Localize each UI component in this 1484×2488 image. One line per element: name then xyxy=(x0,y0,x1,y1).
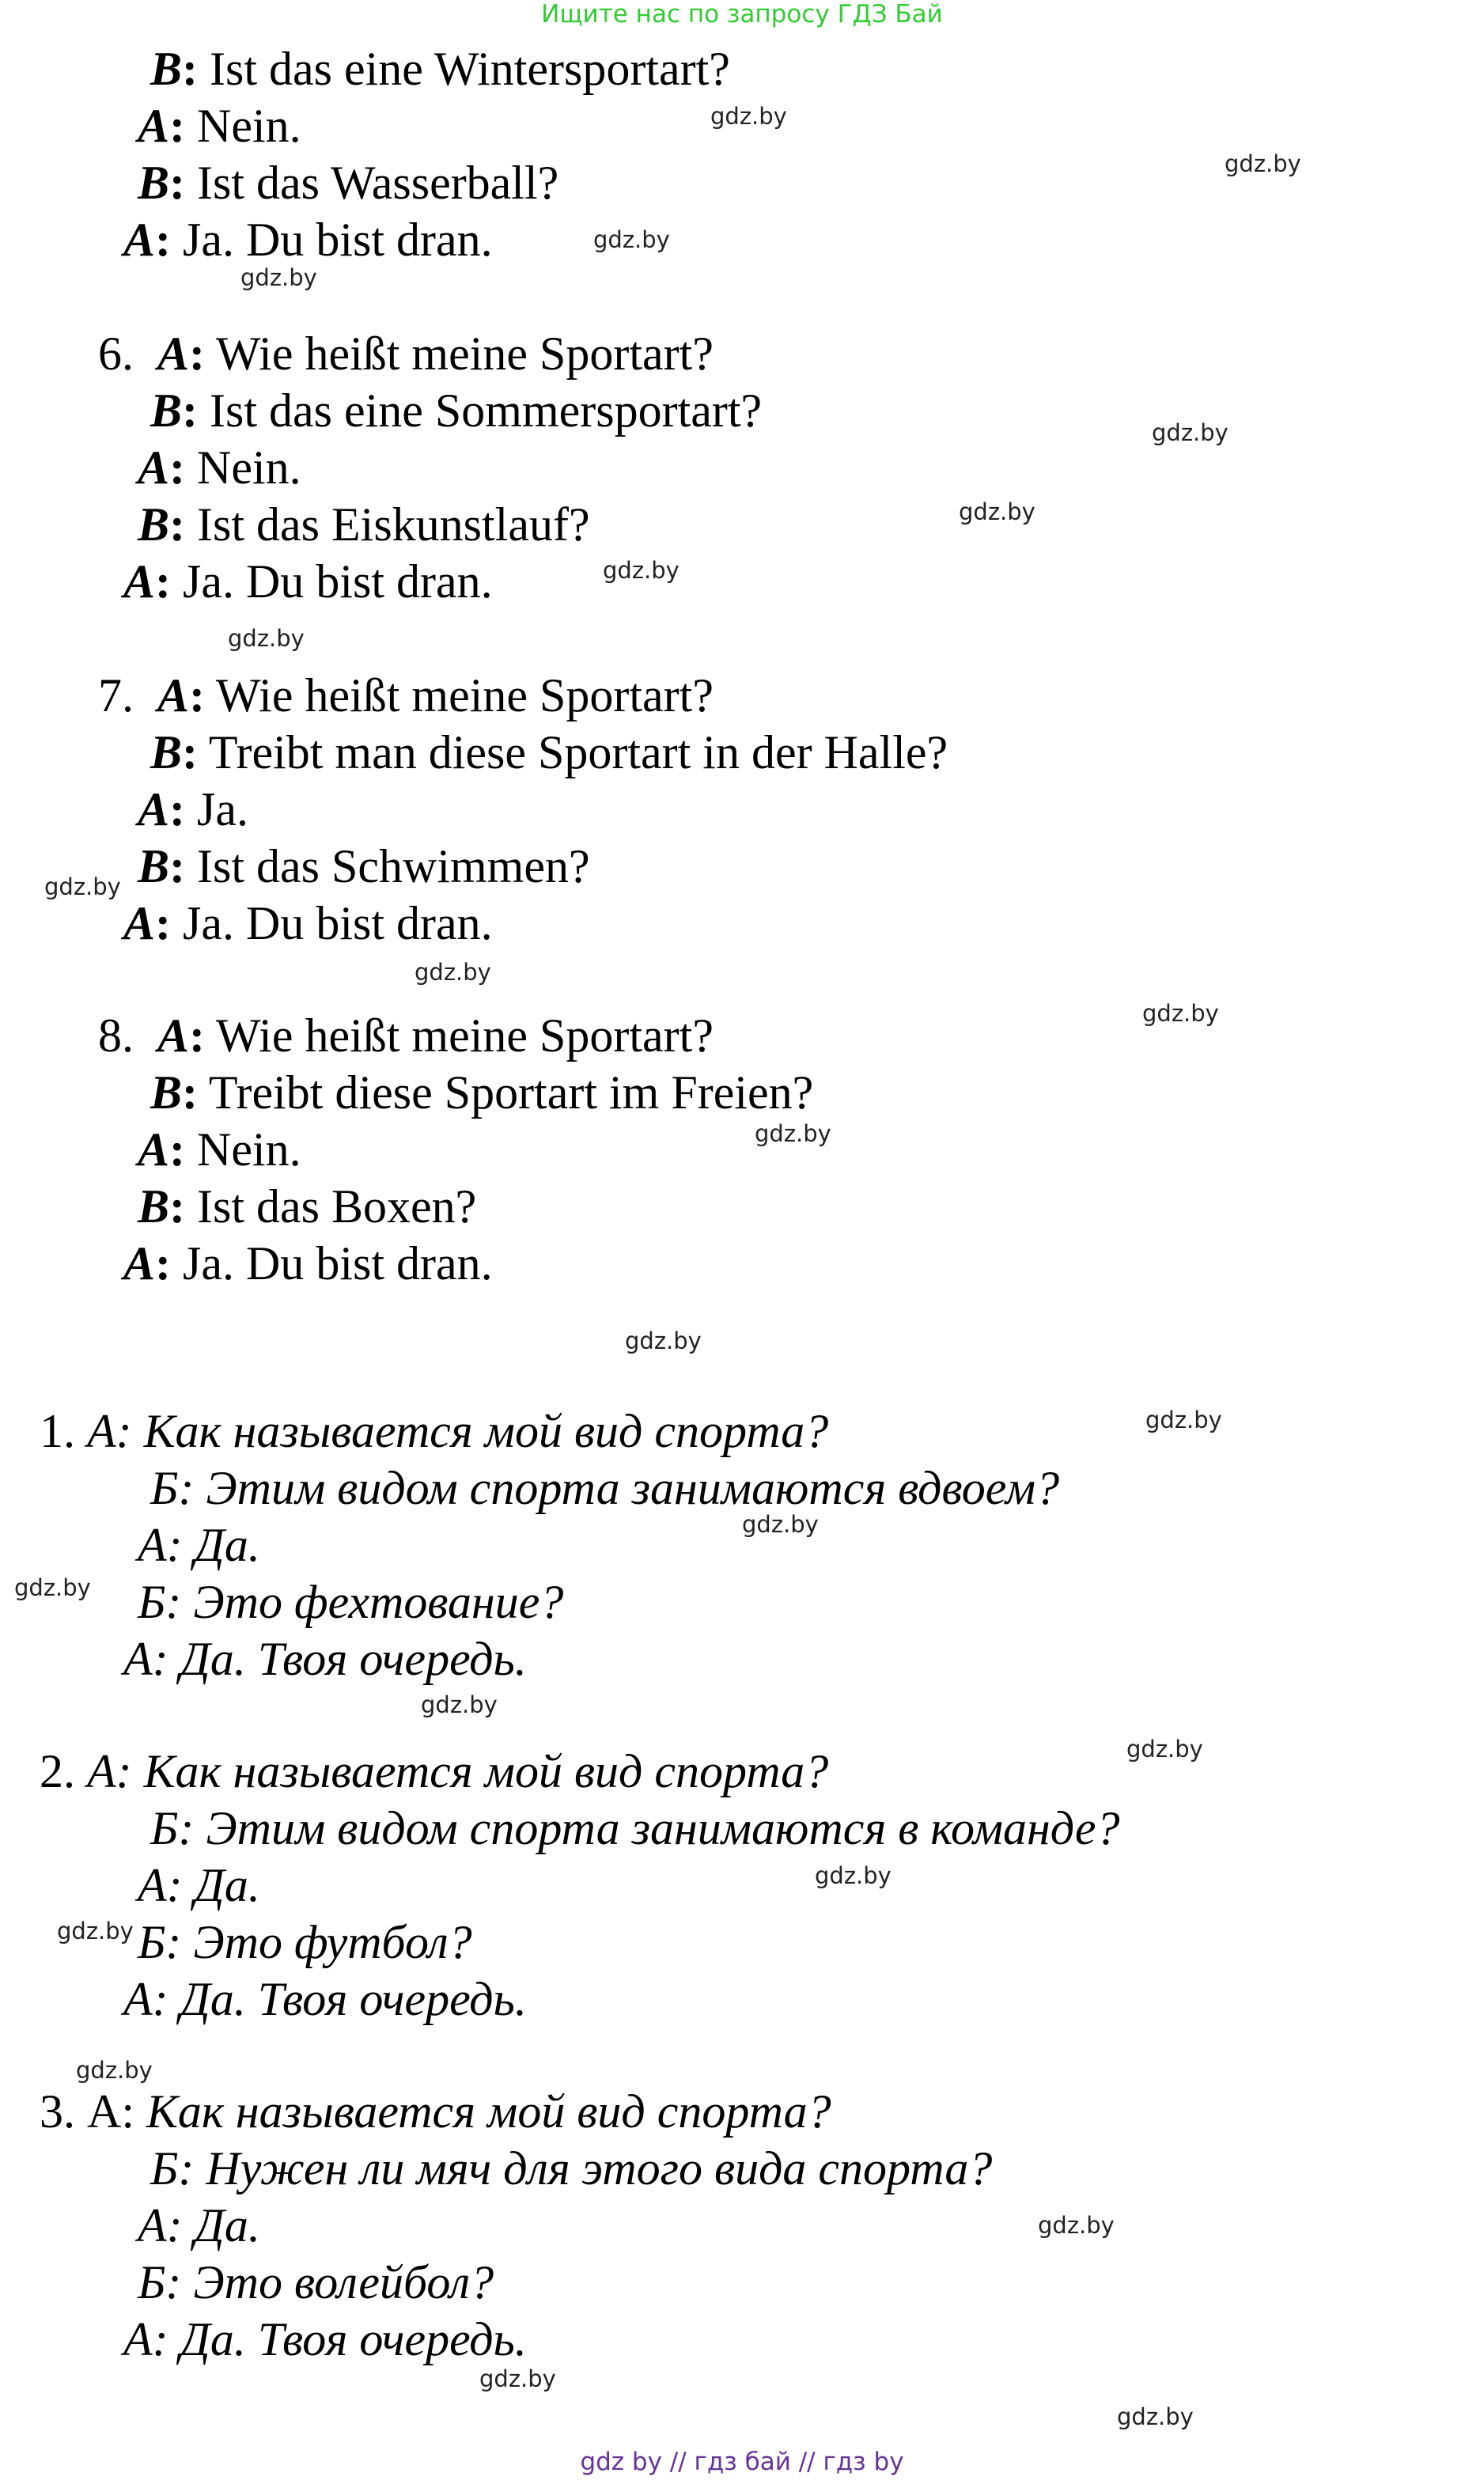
line-text: Нужен ли мяч для этого вида спорта? xyxy=(194,2142,993,2195)
speaker-label: A xyxy=(138,1123,170,1176)
translation-line xyxy=(150,2141,992,2196)
watermark: gdz.by xyxy=(415,959,491,986)
translation-line xyxy=(123,1631,527,1687)
dialogue-line: B: Ist das Schwimmen? xyxy=(138,840,590,892)
translation-line xyxy=(138,1574,563,1630)
watermark: gdz.by xyxy=(1126,1736,1203,1763)
speaker-label: A xyxy=(157,1009,190,1062)
line-text: Ist das Boxen? xyxy=(185,1180,477,1233)
dialogue-line: 7. A: Wie heißt meine Sportart? xyxy=(98,669,714,721)
speaker-label: Б: xyxy=(138,1576,182,1628)
line-number: 1. xyxy=(40,1405,87,1457)
line-number: 7. xyxy=(98,669,134,721)
watermark: gdz.by xyxy=(742,1511,819,1538)
speaker-label: А: xyxy=(123,2313,168,2365)
translation-line xyxy=(123,1971,527,2027)
line-text: Это футбол? xyxy=(181,1916,472,1968)
line-text: Да. xyxy=(182,2199,260,2251)
watermark: gdz.by xyxy=(1142,1000,1219,1027)
translation-line xyxy=(150,1460,1059,1516)
page-header-banner: Ищите нас по запросу ГДЗ Бай xyxy=(541,0,943,28)
speaker-label: Б: xyxy=(138,1916,182,1968)
dialogue-line: A: Nein. xyxy=(138,1123,301,1176)
dialogue-line: B: Treibt diese Sportart im Freien? xyxy=(150,1066,814,1119)
dialogue-line: B: Ist das Boxen? xyxy=(138,1180,477,1233)
line-text: Ja. Du bist dran. xyxy=(171,214,493,266)
watermark: gdz.by xyxy=(1152,419,1228,446)
line-text: Это волейбол? xyxy=(181,2256,494,2308)
line-text: Ist das eine Sommersportart? xyxy=(198,384,763,437)
dialogue-line: A: Nein. xyxy=(138,100,301,152)
dialogue-line: 6. A: Wie heißt meine Sportart? xyxy=(98,328,714,380)
translation-line xyxy=(138,1517,260,1573)
speaker-label: B xyxy=(138,840,170,892)
line-number: 6. xyxy=(98,328,134,380)
watermark: gdz.by xyxy=(1038,2212,1115,2239)
watermark: gdz.by xyxy=(14,1574,91,1601)
line-text: Ja. Du bist dran. xyxy=(171,1237,493,1289)
translation-line xyxy=(40,1403,828,1459)
speaker-label: A xyxy=(138,783,170,835)
speaker-label: А: xyxy=(138,2199,183,2251)
speaker-label: A xyxy=(157,328,190,380)
translation-line xyxy=(150,1801,1120,1856)
watermark: gdz.by xyxy=(815,1862,892,1889)
line-text: Этим видом спорта занимаются в команде? xyxy=(194,1802,1120,1854)
line-text: Да. xyxy=(182,1519,260,1571)
speaker-label: А: xyxy=(138,1859,183,1911)
speaker-label: A xyxy=(157,669,190,721)
line-text: Ja. Du bist dran. xyxy=(171,897,493,949)
watermark: gdz.by xyxy=(593,226,670,253)
translation-line xyxy=(138,2198,260,2253)
dialogue-line: A: Ja. Du bist dran. xyxy=(123,897,493,949)
speaker-label: Б: xyxy=(150,1462,195,1514)
watermark: gdz.by xyxy=(1225,150,1301,177)
watermark: gdz.by xyxy=(959,498,1035,525)
speaker-label: B xyxy=(150,43,183,95)
speaker-label: А: xyxy=(87,1405,132,1457)
speaker-label: А: xyxy=(87,2085,134,2138)
speaker-label: A xyxy=(123,897,156,949)
speaker-label: А: xyxy=(123,1973,168,2025)
line-text: Nein. xyxy=(185,100,301,152)
watermark: gdz.by xyxy=(710,103,787,130)
dialogue-line: B: Ist das Eiskunstlauf? xyxy=(138,498,590,551)
speaker-label: Б: xyxy=(150,2142,195,2195)
watermark: gdz.by xyxy=(240,264,317,291)
speaker-label: A xyxy=(138,100,170,152)
dialogue-line: B: Treibt man diese Sportart in der Halle? xyxy=(150,726,948,778)
watermark: gdz.by xyxy=(57,1918,134,1945)
watermark: gdz.by xyxy=(76,2057,153,2084)
line-text: Как называется мой вид спорта? xyxy=(131,1405,829,1457)
translation-line xyxy=(138,1857,260,1913)
line-text: Ja. xyxy=(185,783,248,835)
dialogue-line: A: Ja. xyxy=(138,783,248,835)
dialogue-line: A: Nein. xyxy=(138,441,301,494)
page-footer-banner: gdz by // гдз бай // гдз by xyxy=(580,2448,904,2476)
line-text: Ist das Eiskunstlauf? xyxy=(185,498,590,551)
line-text: Ist das eine Wintersportart? xyxy=(198,43,730,95)
speaker-label: Б: xyxy=(150,1802,195,1854)
translation-line xyxy=(138,1914,472,1970)
dialogue-line: B: Ist das Wasserball? xyxy=(138,157,559,209)
line-text: Ist das Schwimmen? xyxy=(185,840,590,892)
line-text: Этим видом спорта занимаются вдвоем? xyxy=(194,1462,1060,1514)
line-text: Nein. xyxy=(185,441,301,494)
speaker-label: B xyxy=(150,726,183,778)
line-text: Как называется мой вид спорта? xyxy=(134,2085,831,2138)
translation-line xyxy=(123,2312,527,2367)
dialogue-line: B: Ist das eine Wintersportart? xyxy=(150,43,730,95)
line-text: Wie heißt meine Sportart? xyxy=(205,1009,714,1062)
dialogue-line: A: Ja. Du bist dran. xyxy=(123,214,493,266)
speaker-label: А: xyxy=(138,1519,183,1571)
translation-line xyxy=(138,2255,494,2310)
speaker-label: А: xyxy=(123,1633,168,1685)
watermark: gdz.by xyxy=(625,1327,702,1354)
watermark: gdz.by xyxy=(44,873,121,900)
translation-line xyxy=(40,1744,828,1799)
line-number: 2. xyxy=(40,1745,87,1797)
line-number: 8. xyxy=(98,1009,134,1062)
speaker-label: B xyxy=(138,1180,170,1233)
speaker-label: A xyxy=(123,1237,156,1289)
line-text: Ja. Du bist dran. xyxy=(171,555,493,608)
line-text: Wie heißt meine Sportart? xyxy=(205,328,714,380)
watermark: gdz.by xyxy=(1117,2403,1194,2430)
line-text: Да. Твоя очередь. xyxy=(168,1973,527,2025)
speaker-label: B xyxy=(150,1066,183,1119)
speaker-label: B xyxy=(138,498,170,551)
watermark: gdz.by xyxy=(421,1691,498,1718)
watermark: gdz.by xyxy=(603,557,680,584)
speaker-label: А: xyxy=(87,1745,132,1797)
line-text: Treibt diese Sportart im Freien? xyxy=(198,1066,814,1119)
dialogue-line: A: Ja. Du bist dran. xyxy=(123,555,493,608)
speaker-label: B xyxy=(150,384,183,437)
watermark: gdz.by xyxy=(755,1120,831,1147)
watermark: gdz.by xyxy=(228,625,305,652)
dialogue-line: B: Ist das eine Sommersportart? xyxy=(150,384,763,437)
line-text: Ist das Wasserball? xyxy=(185,157,559,209)
line-text: Да. Твоя очередь. xyxy=(168,1633,527,1685)
watermark: gdz.by xyxy=(1145,1407,1222,1433)
line-text: Как называется мой вид спорта? xyxy=(131,1745,829,1797)
dialogue-line: A: Ja. Du bist dran. xyxy=(123,1237,493,1289)
speaker-label: A xyxy=(138,441,170,494)
line-text: Да. xyxy=(182,1859,260,1911)
watermark: gdz.by xyxy=(479,2365,556,2392)
speaker-label: A xyxy=(123,555,156,608)
line-text: Wie heißt meine Sportart? xyxy=(205,669,714,721)
line-text: Это фехтование? xyxy=(181,1576,564,1628)
line-text: Treibt man diese Sportart in der Halle? xyxy=(198,726,948,778)
speaker-label: Б: xyxy=(138,2256,182,2308)
line-text: Да. Твоя очередь. xyxy=(168,2313,527,2365)
line-text: Nein. xyxy=(185,1123,301,1176)
speaker-label: B xyxy=(138,157,170,209)
translation-line xyxy=(40,2084,831,2139)
line-number: 3. xyxy=(40,2085,87,2138)
speaker-label: A xyxy=(123,214,156,266)
dialogue-line: 8. A: Wie heißt meine Sportart? xyxy=(98,1009,714,1062)
